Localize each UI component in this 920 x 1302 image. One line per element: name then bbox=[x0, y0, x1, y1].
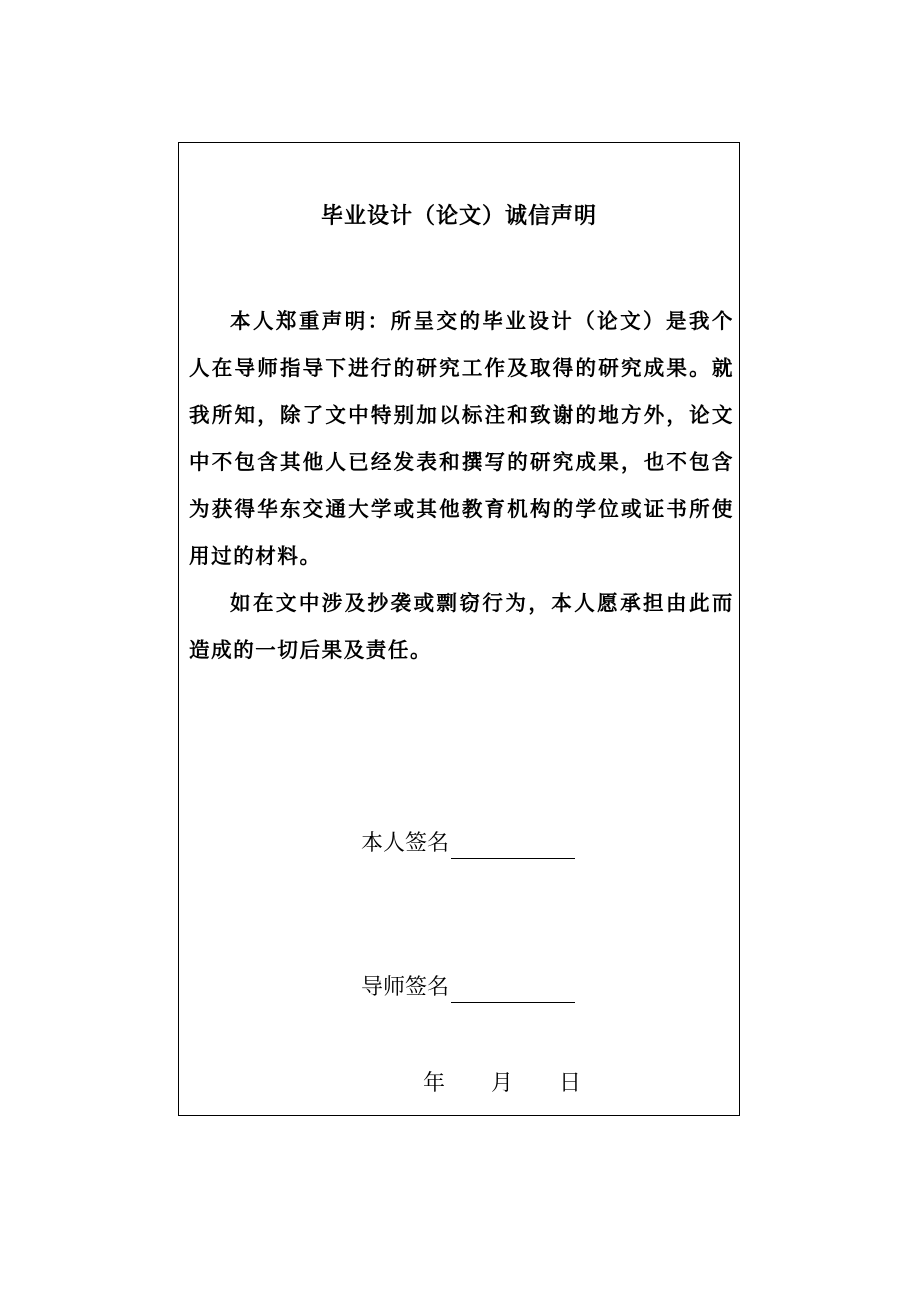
declaration-title: 毕业设计（论文）诚信声明 bbox=[320, 204, 597, 229]
date-day-label: 日 bbox=[559, 1071, 582, 1096]
advisor-signature-label: 导师签名 bbox=[361, 975, 450, 1000]
declaration-paragraph-2: 如在文中涉及抄袭或剽窃行为，本人愿承担由此而造成的一切后果及责任。 bbox=[189, 591, 734, 662]
date-month-label: 月 bbox=[491, 1071, 514, 1096]
advisor-signature-row bbox=[361, 973, 575, 1003]
declaration-paragraph-1: 本人郑重声明：所呈交的毕业设计（论文）是我个人在导师指导下进行的研究工作及取得的研究成果。就我所知，除了文中特别加以标注和致谢的地方外，论文中不包含其他人已经发表和撰写的研究成果，也不包含为获得华东交通大学或其他教育机构的学位或证书所使用过的材料。 bbox=[189, 309, 734, 568]
author-signature-blank[interactable] bbox=[451, 834, 575, 859]
declaration-body bbox=[189, 298, 734, 674]
date-year-label: 年 bbox=[423, 1071, 446, 1096]
advisor-signature-blank[interactable] bbox=[451, 978, 575, 1003]
author-signature-row bbox=[361, 829, 575, 859]
author-signature-label: 本人签名 bbox=[361, 831, 450, 856]
declaration-frame bbox=[178, 142, 740, 1116]
signature-date-row bbox=[423, 1069, 581, 1099]
